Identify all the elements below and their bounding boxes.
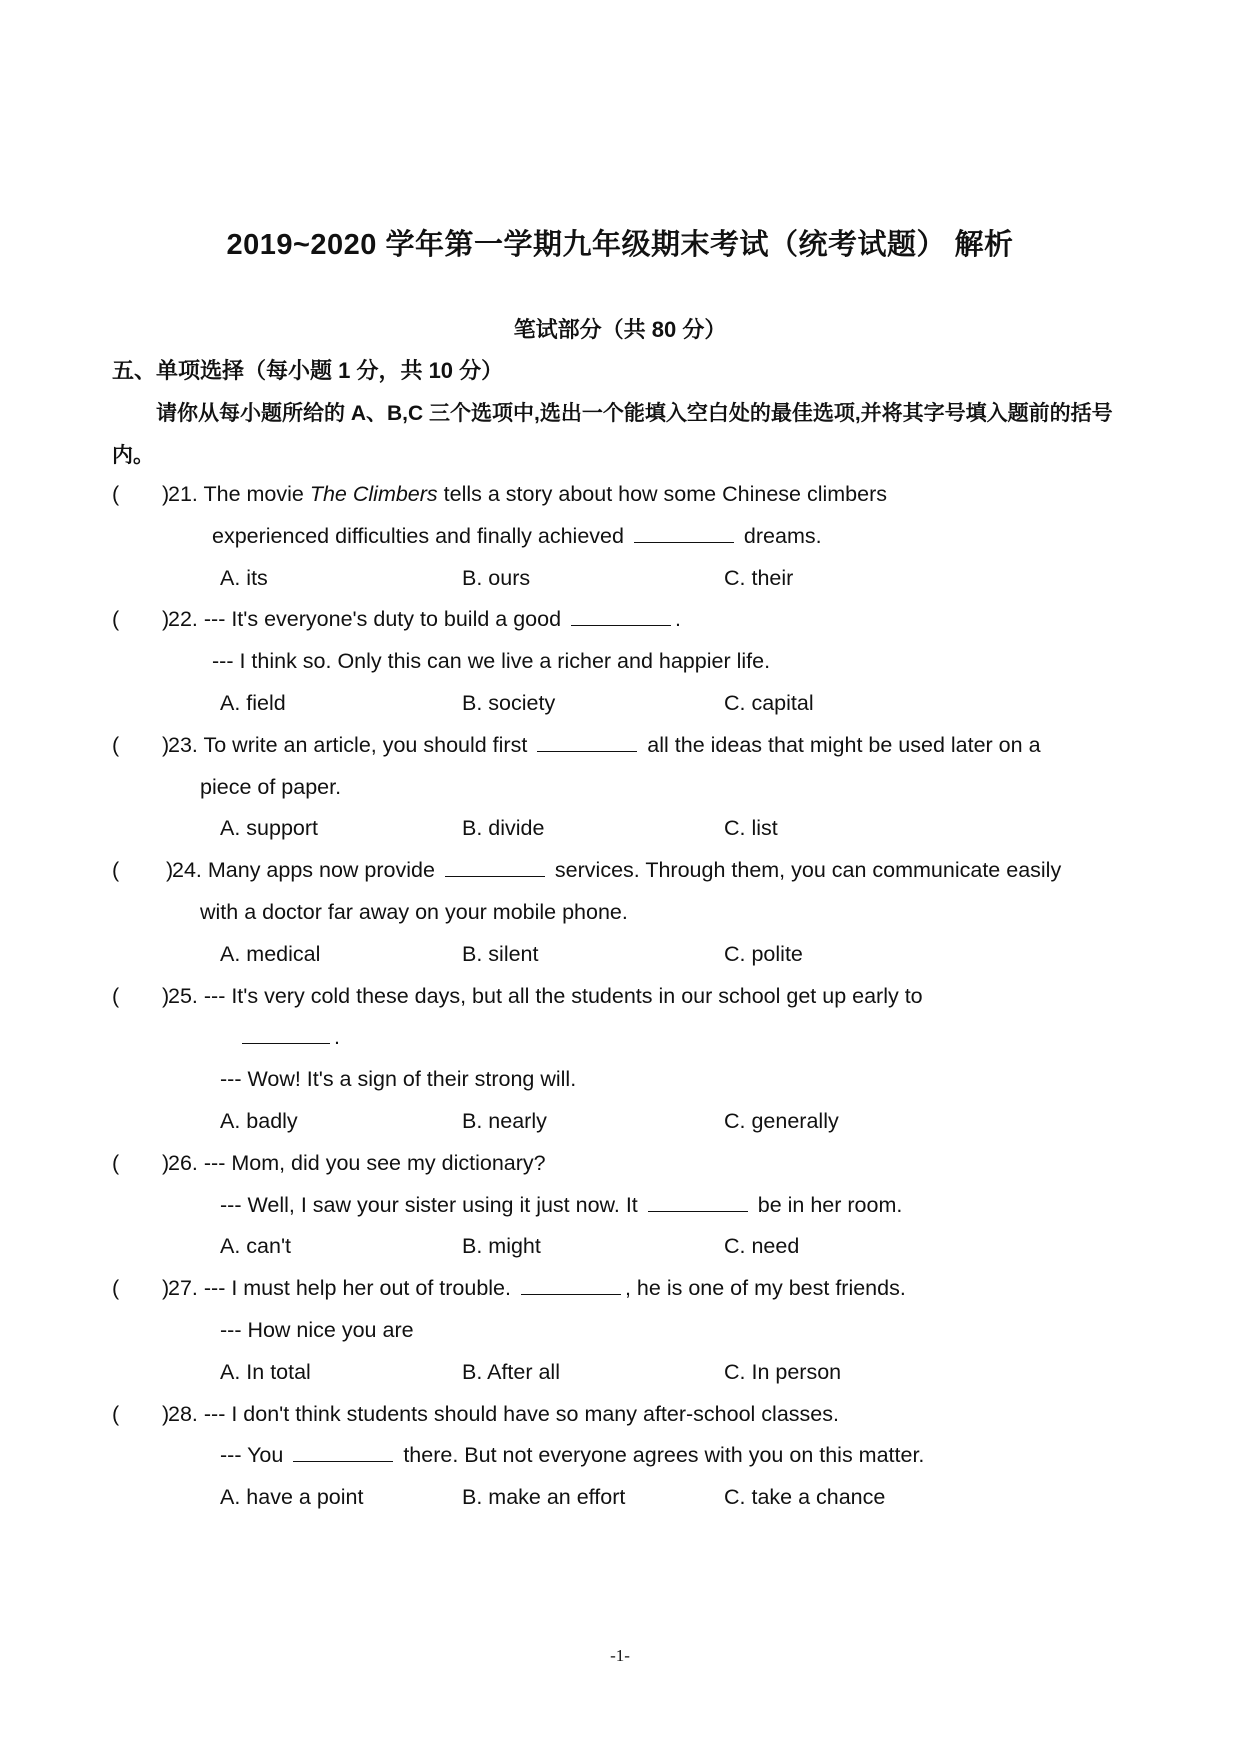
question-26 — [112, 1143, 1142, 1268]
section-subtitle: 笔试部分（共 80 分） — [513, 317, 727, 342]
answer-bracket-close: ) — [162, 482, 170, 506]
question-27 — [112, 1268, 1142, 1393]
question-text: there. But not everyone agrees with you on this matter. — [403, 1443, 925, 1468]
option-c: C. generally — [724, 1108, 839, 1133]
option-b: B. nearly — [462, 1108, 547, 1133]
option-c: C. capital — [724, 690, 814, 715]
option-a: A. support — [220, 816, 318, 841]
question-text: experienced difficulties and finally achieved — [212, 523, 624, 548]
question-text: . — [334, 1025, 340, 1050]
question-25 — [112, 976, 1142, 1143]
option-row — [112, 683, 1142, 725]
question-text: with a doctor far away on your mobile phone. — [200, 899, 628, 924]
answer-bracket-open: ( — [112, 607, 120, 632]
question-number: 24. — [172, 858, 202, 883]
answer-bracket-open: ( — [112, 482, 120, 506]
answer-blank — [445, 856, 545, 877]
option-a: A. field — [220, 690, 286, 715]
answer-bracket-open: ( — [112, 732, 120, 757]
question-text: dreams. — [743, 523, 822, 548]
answer-bracket-open: ( — [112, 983, 120, 1008]
question-text: all the ideas that might be used later on a — [647, 732, 1041, 757]
question-text: --- Mom, did you see my dictionary? — [203, 1150, 546, 1175]
question-21 — [112, 474, 1142, 599]
option-c: C. need — [724, 1234, 800, 1259]
answer-bracket-open: ( — [112, 1276, 120, 1301]
question-number: 26. — [168, 1150, 198, 1175]
answer-bracket-close: ) — [162, 1401, 170, 1426]
question-number: 28. — [168, 1401, 198, 1426]
page-number: -1- — [610, 1646, 630, 1665]
option-b: B. silent — [462, 941, 539, 966]
movie-title: The Climbers — [309, 482, 438, 506]
answer-blank — [293, 1441, 393, 1462]
question-28 — [112, 1394, 1142, 1519]
question-text: --- I think so. Only this can we live a richer and happier life. — [212, 649, 771, 674]
option-b: B. divide — [462, 816, 545, 841]
question-text: tells a story about how some Chinese climbers — [437, 482, 887, 506]
option-c: C. list — [724, 816, 778, 841]
answer-blank — [648, 1191, 748, 1212]
option-b: B. society — [462, 690, 556, 715]
option-a: A. have a point — [220, 1485, 364, 1510]
option-c: C. take a chance — [724, 1485, 886, 1510]
answer-bracket-open: ( — [112, 1401, 120, 1426]
question-text: --- It's everyone's duty to build a good — [203, 607, 562, 632]
option-a: A. In total — [220, 1359, 311, 1384]
answer-bracket-close: ) — [162, 607, 170, 632]
option-a: A. medical — [220, 941, 321, 966]
option-row — [112, 1352, 1142, 1394]
answer-bracket-close: ) — [162, 983, 170, 1008]
answer-blank — [634, 522, 734, 543]
option-c: C. In person — [724, 1359, 842, 1384]
question-text: The movie — [203, 482, 310, 506]
answer-blank — [242, 1023, 330, 1044]
question-text: . — [675, 607, 682, 632]
instructions: 请你从每小题所给的 A、B,C 三个选项中,选出一个能填入空白处的最佳选项,并将其字号填入题前的括号内。 — [112, 402, 1113, 467]
question-22 — [112, 599, 1142, 724]
question-23 — [112, 725, 1142, 850]
option-b: B. make an effort — [462, 1485, 626, 1510]
option-a: A. badly — [220, 1108, 298, 1133]
question-number: 23. — [168, 732, 198, 757]
question-text: --- You — [220, 1443, 284, 1468]
question-text: --- I must help her out of trouble. — [203, 1276, 511, 1301]
question-text: --- It's very cold these days, but all the students in our school get up early to — [203, 983, 923, 1008]
section-heading: 五、单项选择（每小题 1 分，共 10 分） — [112, 358, 504, 383]
option-row — [112, 934, 1142, 976]
question-24 — [112, 850, 1142, 975]
document-title: 2019~2020 学年第一学期九年级期末考试（统考试题） 解析 — [226, 229, 1014, 261]
question-number: 22. — [168, 607, 198, 632]
question-text: --- How nice you are — [220, 1317, 414, 1342]
question-text: --- I don't think students should have so many after-school classes. — [203, 1401, 839, 1426]
option-b: B. might — [462, 1234, 541, 1259]
answer-blank — [571, 605, 671, 626]
question-text: Many apps now provide — [207, 858, 435, 883]
question-text: To write an article, you should first — [203, 732, 528, 757]
answer-bracket-close: ) — [162, 732, 170, 757]
option-b: B. ours — [462, 565, 531, 590]
option-row — [112, 558, 1142, 600]
option-row — [112, 808, 1142, 850]
question-text: --- Wow! It's a sign of their strong will. — [220, 1067, 577, 1092]
option-row — [112, 1477, 1142, 1519]
question-text: , he is one of my best friends. — [624, 1276, 906, 1301]
question-number: 21. — [168, 482, 198, 506]
question-list — [112, 474, 1142, 1519]
option-row — [112, 1226, 1142, 1268]
answer-bracket-close: ) — [166, 858, 174, 883]
answer-bracket-close: ) — [162, 1150, 170, 1175]
question-text: --- Well, I saw your sister using it just now. It — [220, 1192, 638, 1217]
question-number: 25. — [168, 983, 198, 1008]
answer-blank — [521, 1274, 621, 1295]
answer-blank — [537, 731, 637, 752]
option-c: C. their — [724, 565, 794, 590]
option-a: A. can't — [220, 1234, 292, 1259]
question-text: services. Through them, you can communicate easily — [554, 858, 1062, 883]
question-number: 27. — [168, 1276, 198, 1301]
option-c: C. polite — [724, 941, 803, 966]
option-row — [112, 1101, 1142, 1143]
option-a: A. its — [220, 565, 268, 590]
question-text: be in her room. — [757, 1192, 903, 1217]
answer-bracket-close: ) — [162, 1276, 170, 1301]
option-b: B. After all — [462, 1359, 560, 1384]
question-text: piece of paper. — [200, 774, 342, 799]
answer-bracket-open: ( — [112, 1150, 120, 1175]
answer-bracket-open: ( — [112, 858, 120, 883]
